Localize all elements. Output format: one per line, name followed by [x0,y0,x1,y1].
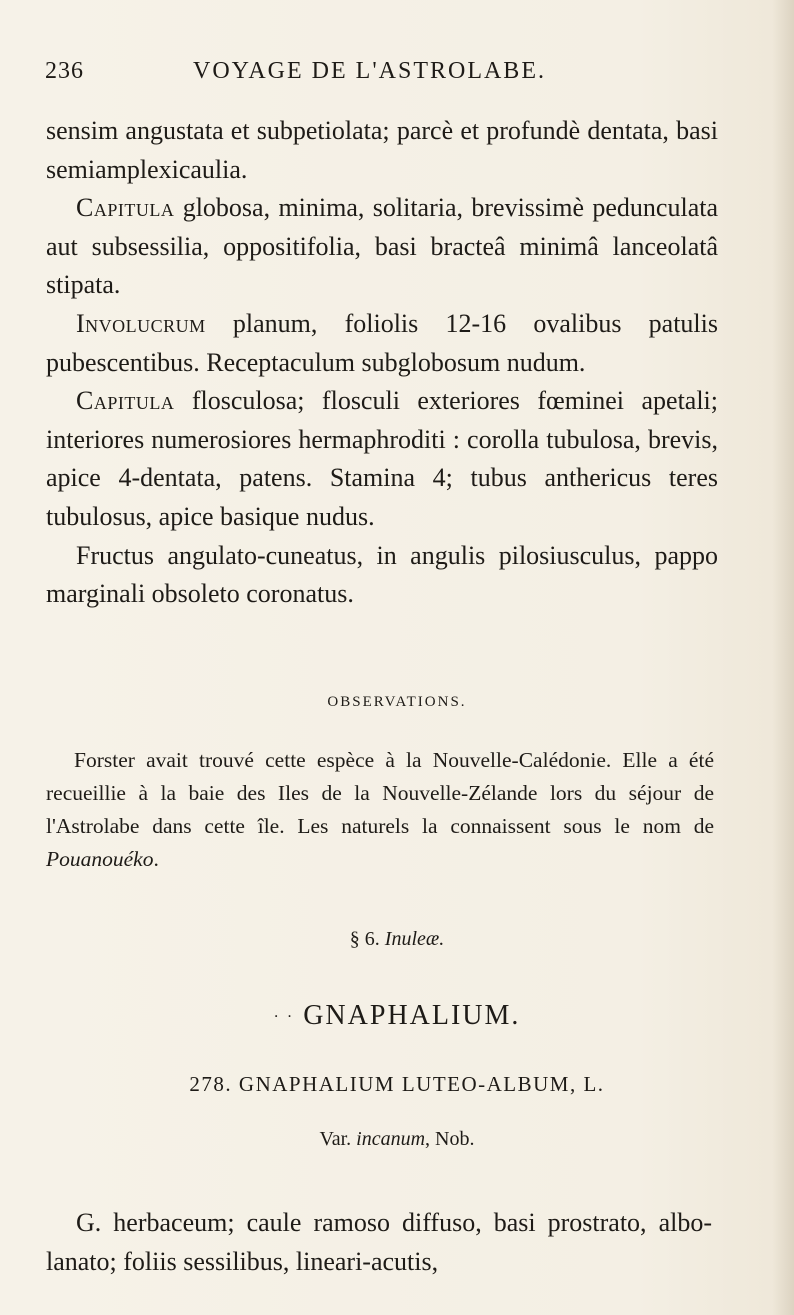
paragraph-3: Involucrum planum, foliolis 12-16 ovalibus patulis pubescentibus. Receptaculum subglobosum nudum. [46,308,718,377]
section-name: Inuleæ. [384,928,445,950]
native-name: Pouanouéko [46,847,154,871]
section-sign: § [349,928,360,950]
genus-heading [0,1000,794,1032]
description-paragraph: G. herbaceum; caule ramoso diffuso, basi prostrato, albo-lanato; foliis sessilibus, lineari-acutis, [46,1208,712,1276]
variety-name: incanum [356,1128,426,1150]
section-number: 6. [364,928,380,950]
genus-name: GNAPHALIUM. [303,1000,521,1031]
term-capitula-2: Capitula [76,386,175,416]
species-description [46,1204,712,1281]
species-heading: 278. GNAPHALIUM LUTEO-ALBUM, L. [189,1072,605,1096]
variety-author: , Nob. [425,1128,475,1150]
observations-paragraph: Forster avait trouvé cette espèce à la Nouvelle-Calédonie. Elle a été recueillie à la baie des Iles de la Nouvelle-Zélande lors du séjour de l'Astrolabe dans cette île. Les naturels la connaissent sous le nom de Pouanouéko. [46,748,714,871]
term-capitula: Capitula [76,193,175,223]
paragraph-1: sensim angustata et subpetiolata; parcè et profundè dentata, basi semiamplexicaulia. [46,116,718,184]
variety-line [0,1128,794,1151]
variety-label: Var. [319,1128,352,1150]
running-title: VOYAGE DE L'ASTROLABE. [193,58,546,84]
page-number: 236 [45,58,84,84]
running-header [45,58,735,88]
main-text [46,112,718,614]
page-edge-shadow [772,0,794,1315]
paragraph-5: Fructus angulato-cuneatus, in angulis pilosiusculus, pappo marginali obsoleto coronatus. [46,540,718,609]
genus-dots: · · [273,1008,295,1026]
term-involucrum: Involucrum [76,308,206,338]
section-heading [0,928,794,951]
paragraph-2: Capitula globosa, minima, solitaria, brevissimè pedunculata aut subsessilia, oppositifolia, basi bracteâ minimâ lanceolatâ stipata. [46,193,718,300]
paragraph-4: Capitula flosculosa; flosculi exteriores fœminei apetali; interiores numerosiores hermaphroditi : corolla tubulosa, brevis, apice 4-dentata, patens. Stamina 4; tubus anthericus teres tubulosus, apice basique nudus. [46,386,718,531]
observations-text [46,744,714,876]
observations-heading: OBSERVATIONS. [327,694,467,710]
